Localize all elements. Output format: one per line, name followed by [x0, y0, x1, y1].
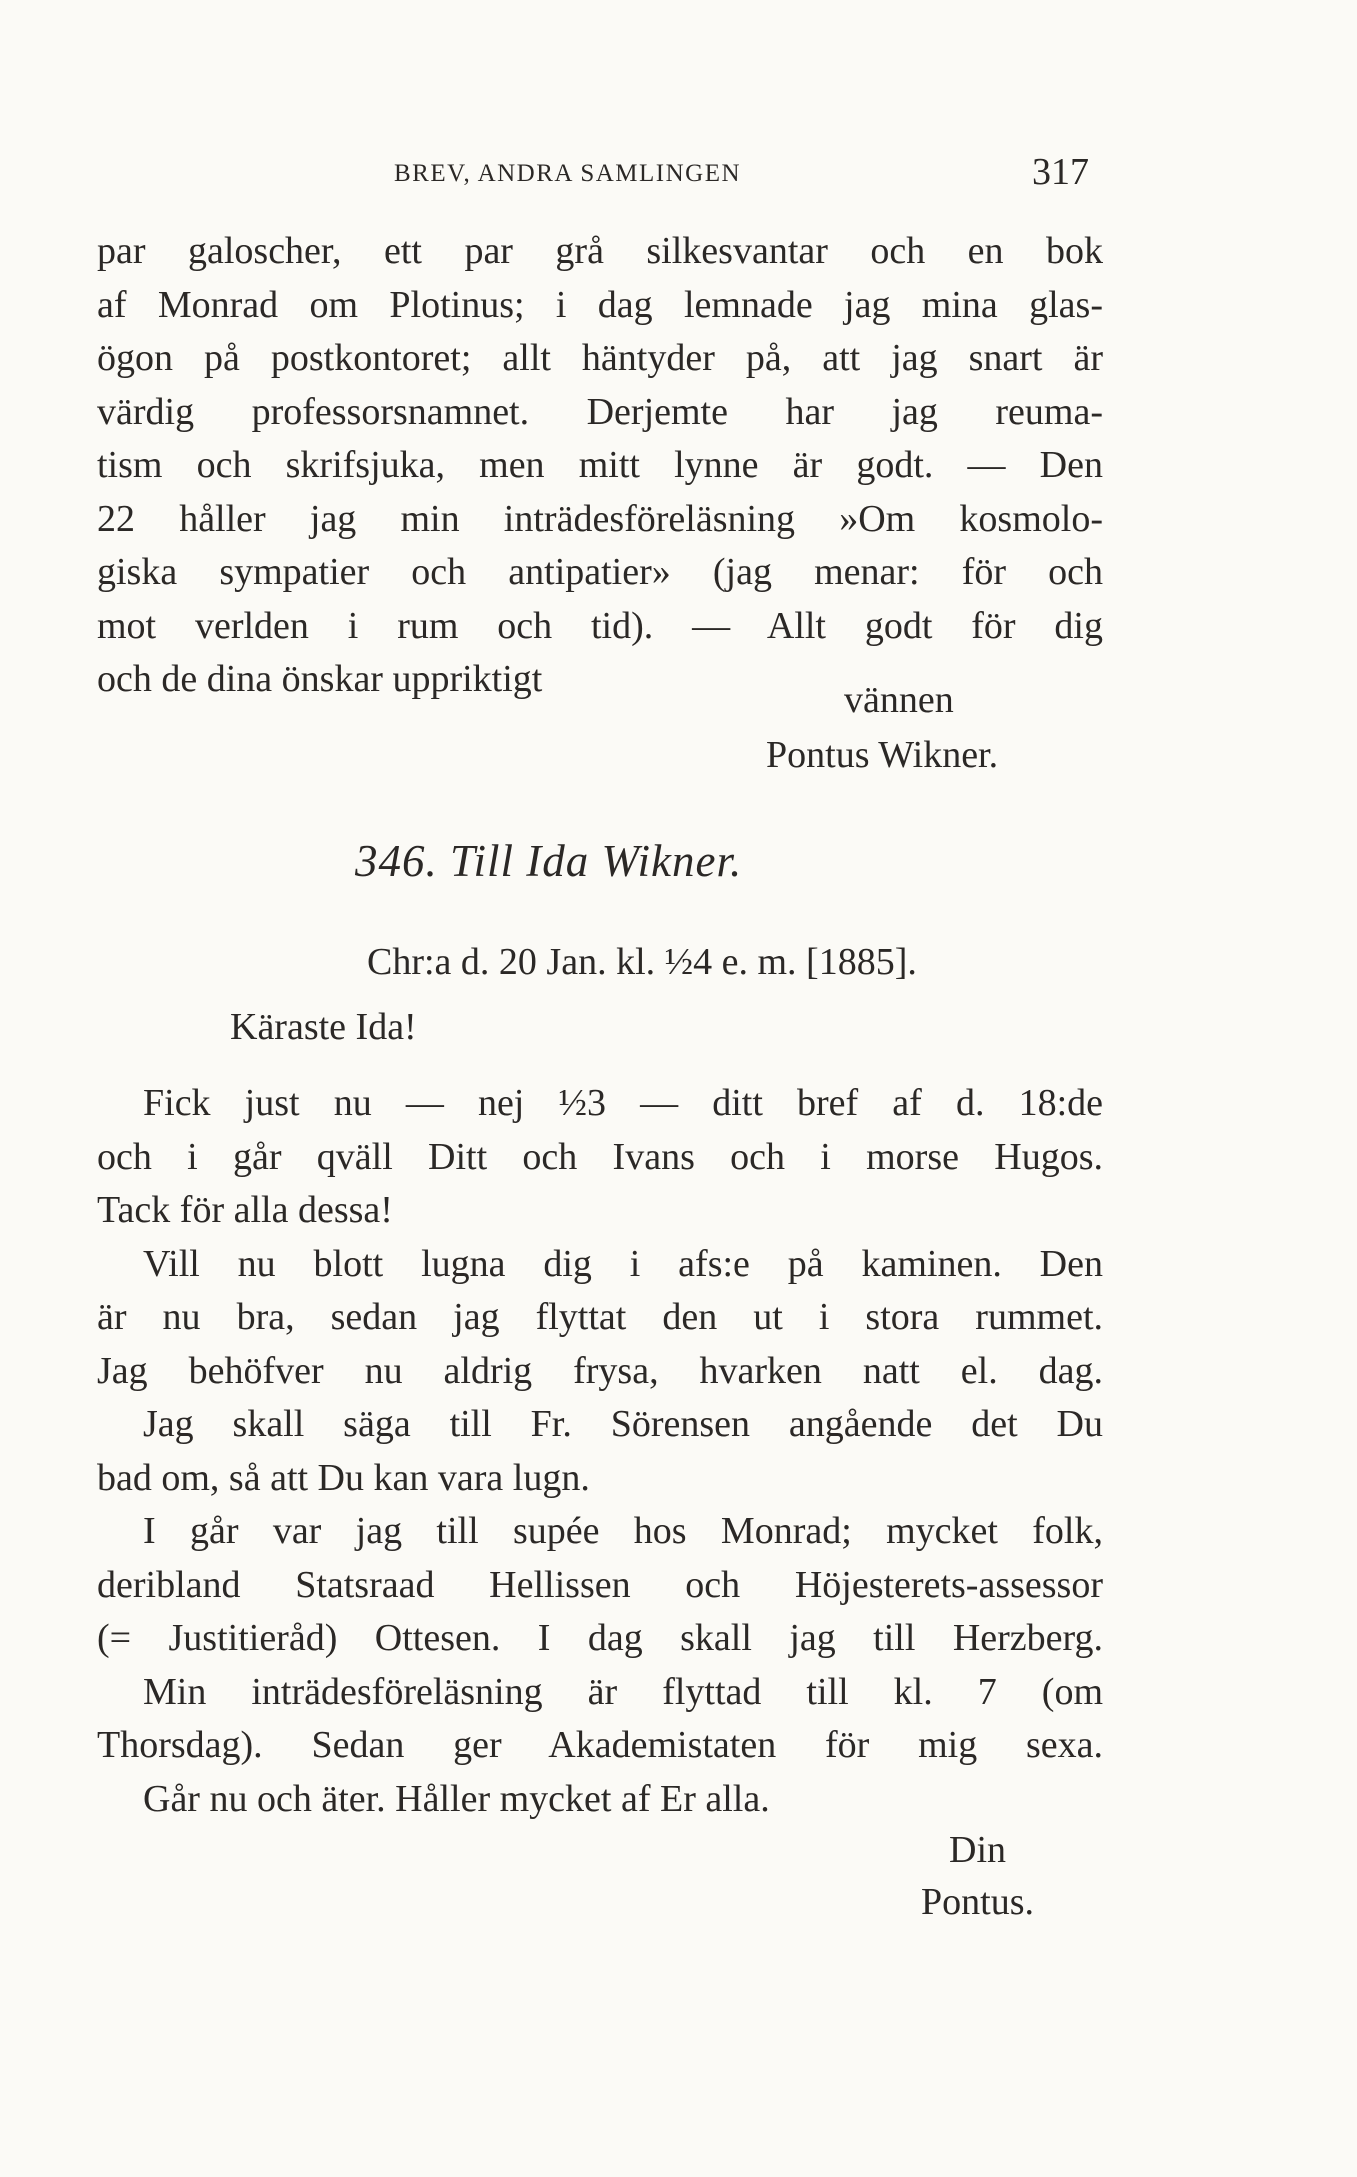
letter-closing: Din	[949, 1829, 1006, 1871]
text-line: och de dina önskar uppriktigt	[97, 658, 543, 700]
running-header	[0, 150, 1357, 200]
text-line: 22 håller jag min inträdesföreläsning »Om kosmolo-	[97, 497, 1103, 540]
text-line: värdig professorsnamnet. Derjemte har jag reuma-	[97, 390, 1103, 433]
text-line: deribland Statsraad Hellissen och Höjesterets-assessor	[97, 1563, 1103, 1606]
text-line: bad om, så att Du kan vara lugn.	[97, 1456, 590, 1499]
previous-letter-closing: vännen	[844, 679, 954, 721]
text-line: I går var jag till supée hos Monrad; mycket folk,	[143, 1510, 1103, 1552]
previous-letter-body	[97, 225, 1103, 707]
text-line: Jag behöfver nu aldrig frysa, hvarken natt el. dag.	[97, 1349, 1103, 1392]
page-number: 317	[1032, 151, 1089, 193]
text-line: Jag skall säga till Fr. Sörensen angående det Du	[143, 1403, 1103, 1445]
letter-salutation: Käraste Ida!	[230, 1006, 417, 1048]
text-line: Min inträdesföreläsning är flyttad till kl. 7 (om	[143, 1670, 1103, 1713]
text-line: par galoscher, ett par grå silkesvantar och en bok	[97, 230, 1103, 272]
text-line: Vill nu blott lugna dig i afs:e på kaminen. Den	[143, 1242, 1103, 1285]
letter-heading: 346. Till Ida Wikner.	[355, 836, 743, 886]
letter-signature: Pontus.	[921, 1881, 1034, 1923]
letter-body	[97, 1077, 1103, 1826]
text-line: och i går qväll Ditt och Ivans och i morse Hugos.	[97, 1135, 1103, 1178]
text-line: Tack för alla dessa!	[97, 1189, 393, 1231]
previous-letter-signature: Pontus Wikner.	[766, 734, 999, 776]
text-line: Fick just nu — nej ½3 — ditt bref af d. 18:de	[143, 1082, 1103, 1124]
text-line: tism och skrifsjuka, men mitt lynne är godt. — Den	[97, 444, 1103, 486]
text-line: (= Justitieråd) Ottesen. I dag skall jag till Herzberg.	[97, 1617, 1103, 1659]
text-line: af Monrad om Plotinus; i dag lemnade jag mina glas-	[97, 283, 1103, 326]
text-line: Thorsdag). Sedan ger Akademistaten för mig sexa.	[97, 1724, 1103, 1766]
text-line: mot verlden i rum och tid). — Allt godt för dig	[97, 604, 1103, 647]
running-title: BREV, ANDRA SAMLINGEN	[394, 160, 742, 187]
text-line: är nu bra, sedan jag flyttat den ut i stora rummet.	[97, 1296, 1103, 1338]
text-line: Går nu och äter. Håller mycket af Er alla.	[143, 1777, 770, 1820]
text-line: giska sympatier och antipatier» (jag menar: för och	[97, 551, 1103, 593]
letter-dateline: Chr:a d. 20 Jan. kl. ½4 e. m. [1885].	[367, 941, 917, 983]
text-line: ögon på postkontoret; allt häntyder på, att jag snart är	[97, 337, 1103, 379]
